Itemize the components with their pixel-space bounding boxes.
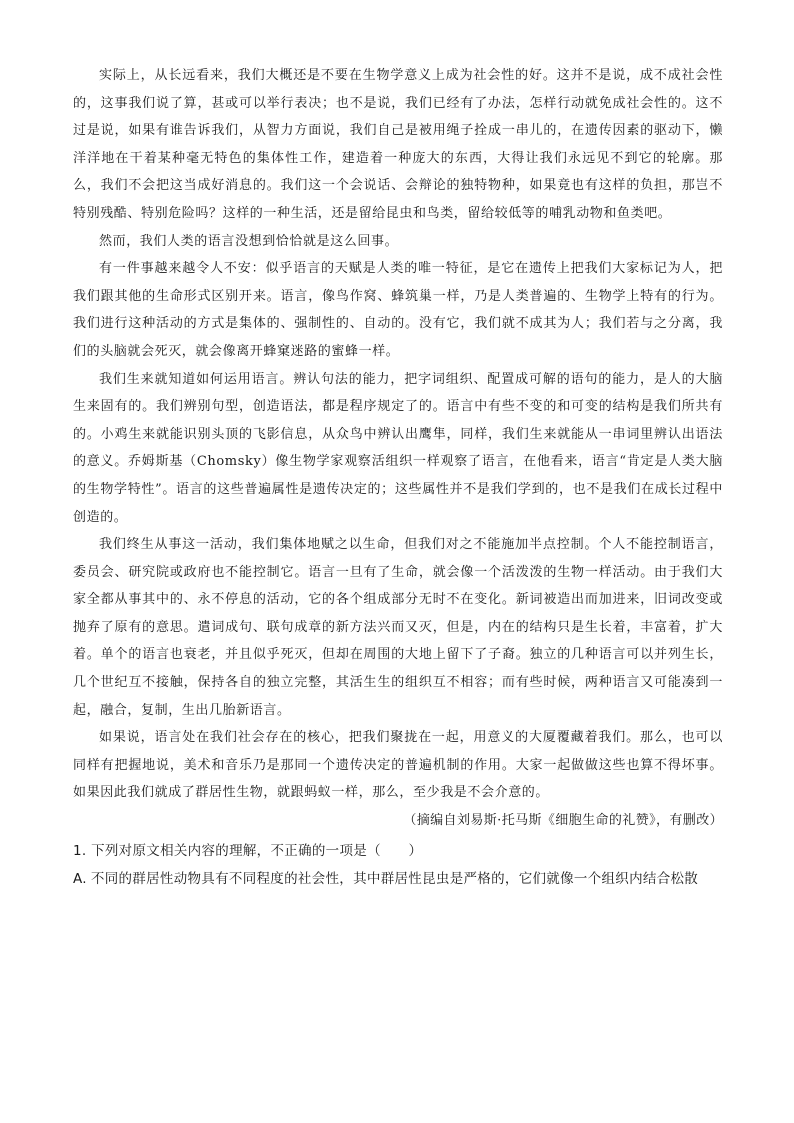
- article-paragraph-3: 有一件事越来越令人不安：似乎语言的天赋是人类的唯一特征，是它在遗传上把我们大家标记为人，把我们跟其他的生命形式区别开来。语言，像鸟作窝、蜂筑巢一样，乃是人类普遍的、生物学上特有的行为。我们进行这种活动的方式是集体的、强制性的、自动的。没有它，我们就不成其为人；我们若与之分离，我们的头脑就会死灭，就会像离开蜂窠迷路的蜜蜂一样。: [73, 261, 723, 359]
- question-option-a: [73, 865, 723, 893]
- article-paragraph-6: 如果说，语言处在我们社会存在的核心，把我们聚拢在一起，用意义的大厦覆藏着我们。那么，也可以同样有把握地说，美术和音乐乃是那同一个遗传决定的普遍机制的作用。大家一起做做这些也算不得坏事。如果因此我们就成了群居性生物，就跟蚂蚁一样，那么，至少我是不会介意的。: [73, 730, 723, 801]
- article-paragraph-2: 然而，我们人类的语言没想到恰恰就是这么回事。: [99, 233, 399, 249]
- article-paragraph-4: 我们生来就知道如何运用语言。辨认句法的能力，把字词组织、配置成可解的语句的能力，是人的大脑生来固有的。我们辨别句型，创造语法，都是程序规定了的。语言中有些不变的和可变的结构是我们所共有的。小鸡生来就能识别头顶的飞影信息，从众鸟中辨认出鹰隼，同样，我们生来就能从一串词里辨认出语法的意义。乔姆斯基（Chomsky）像生物学家观察活组织一样观察了语言，在他看来，语言“肯定是人类大脑的生物学特性”。语言的这些普遍属性是遗传决定的；这些属性并不是我们学到的，也不是我们在成长过程中创造的。: [73, 371, 723, 525]
- question-stem: 1. 下列对原文相关内容的理解，不正确的一项是（ ）: [73, 842, 423, 859]
- option-a-letter: A.: [73, 870, 87, 887]
- option-a-text: 不同的群居性动物具有不同程度的社会性，其中群居性昆虫是严格的，它们就像一个组织内结合松散: [90, 870, 699, 887]
- article-source: （摘编自刘易斯·托马斯《细胞生命的礼赞》，有删改）: [403, 813, 723, 829]
- article-paragraph-5: 我们终生从事这一活动，我们集体地赋之以生命，但我们对之不能施加半点控制。个人不能控制语言，委员会、研究院或政府也不能控制它。语言一旦有了生命，就会像一个活泼泼的生物一样活动。由于我们大家全都从事其中的、永不停息的活动，它的各个组成部分无时不在变化。新词被造出而加进来，旧词改变或抛弃了原有的意思。遣词成句、联句成章的新方法兴而又灭，但是，内在的结构只是生长着，丰富着，扩大着。单个的语言也衰老，并且似乎死灭，但却在周围的大地上留下了子裔。独立的几种语言可以并列生长，几个世纪互不接触，保持各自的独立完整，其活生生的组织互不相容；而有些时候，两种语言又可能凑到一起，融合，复制，生出几胎新语言。: [73, 537, 723, 718]
- article-paragraph-1: 实际上，从长远看来，我们大概还是不要在生物学意义上成为社会性的好。这并不是说，成不成社会性的，这事我们说了算，甚或可以举行表决；也不是说，我们已经有了办法，怎样行动就免成社会性的。这不过是说，如果有谁告诉我们，从智力方面说，我们自己是被用绳子拴成一串儿的，在遗传因素的驱动下，懒洋洋地在干着某种毫无特色的集体性工作，建造着一种庞大的东西，大得让我们永远见不到它的轮廓。那么，我们不会把这当成好消息的。我们这一个会说话、会辩论的独特物种，如果竟也有这样的负担，那岂不特别残酷、特别危险吗？这样的一种生活，还是留给昆虫和鸟类，留给较低等的哺乳动物和鱼类吧。: [73, 68, 723, 221]
- document-page: [73, 62, 723, 893]
